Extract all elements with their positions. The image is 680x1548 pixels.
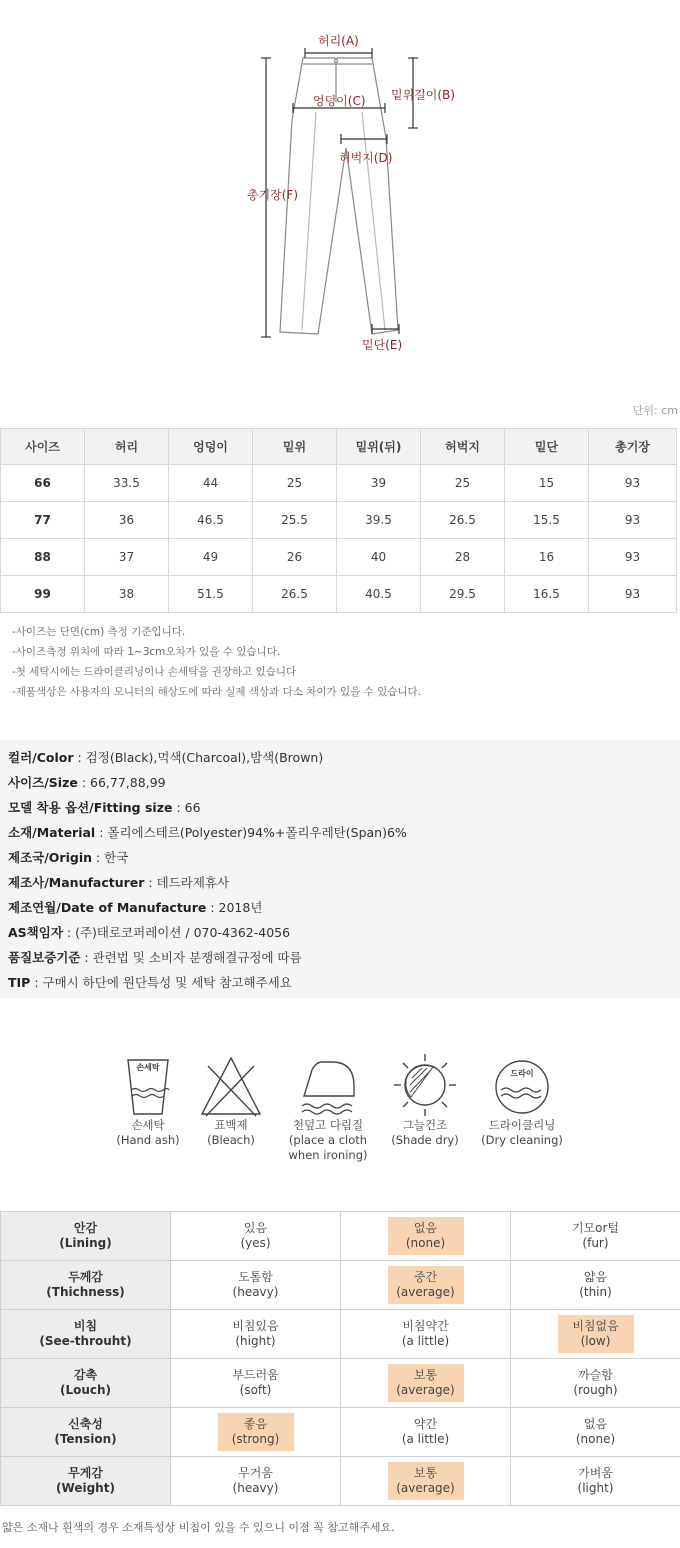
iron-with-cloth-icon: [296, 1056, 360, 1118]
spec-row: [8, 823, 407, 841]
size-cell: 36: [85, 502, 169, 539]
spec-row: [8, 948, 302, 966]
option-kr: 부드러움: [232, 1368, 279, 1382]
care-label-en-2: when ironing): [288, 1148, 368, 1162]
size-cell-label: 99: [1, 576, 85, 613]
spec-row: [8, 873, 229, 891]
option-en: (fur): [582, 1236, 609, 1250]
option-kr: 중간: [413, 1270, 438, 1284]
feature-option-cell: [341, 1457, 511, 1506]
total-length-label: 총기장(F): [247, 188, 299, 202]
feature-name-en: (See-throuht): [39, 1334, 132, 1348]
size-cell: 33.5: [85, 465, 169, 502]
size-cell: 39: [337, 465, 421, 502]
spec-row: [8, 773, 166, 791]
feature-option-cell: [341, 1310, 511, 1359]
option-kr: 가벼움: [578, 1466, 613, 1480]
feature-option-cell: [171, 1261, 341, 1310]
option-en: (a little): [401, 1334, 450, 1348]
size-cell: 93: [589, 502, 677, 539]
feature-name-kr: 감촉: [73, 1368, 98, 1382]
spec-label: AS책임자: [8, 925, 63, 940]
size-cell: 25: [253, 465, 337, 502]
spec-row: [8, 748, 323, 766]
hand-wash-icon: [120, 1056, 176, 1118]
feature-option-cell: [341, 1359, 511, 1408]
feature-option-cell: [171, 1408, 341, 1457]
size-cell: 44: [169, 465, 253, 502]
dry-cleaning-icon: [491, 1056, 553, 1118]
size-cell: 38: [85, 576, 169, 613]
feature-option-selected: [218, 1413, 294, 1451]
hip-label: 엉덩이(C): [313, 94, 366, 108]
size-row: [1, 576, 677, 613]
feature-name-en: (Thichness): [46, 1285, 125, 1299]
spec-row: [8, 848, 128, 866]
size-row: [1, 502, 677, 539]
option-en: (hight): [235, 1334, 276, 1348]
spec-label: 소재/Material: [8, 825, 96, 840]
spec-label: 품질보증기준: [8, 950, 81, 965]
feature-name-en: (Louch): [59, 1383, 112, 1397]
option-kr: 없음: [583, 1417, 608, 1431]
size-notes: [12, 622, 421, 702]
size-col-header: 밑위(뒤): [337, 429, 421, 465]
size-col-header: 사이즈: [1, 429, 85, 465]
shade-dry-icon: [392, 1052, 458, 1118]
option-en: (strong): [231, 1432, 280, 1446]
feature-row: [1, 1457, 680, 1506]
size-col-header: 허리: [85, 429, 169, 465]
feature-option-selected: [388, 1462, 464, 1500]
size-cell: 25.5: [253, 502, 337, 539]
option-en: (a little): [401, 1432, 450, 1446]
spec-label: 모델 착용 옵션/Fitting size: [8, 800, 173, 815]
care-item-iron: [282, 1056, 374, 1163]
care-label-en: (Hand ash): [116, 1133, 180, 1147]
care-label-en: (place a cloth: [288, 1133, 368, 1147]
option-en: (heavy): [232, 1285, 279, 1299]
fabric-feature-table: [0, 1211, 680, 1506]
option-en: (average): [396, 1285, 455, 1299]
spec-value: : 66: [172, 800, 201, 815]
feature-name-kr: 안감: [73, 1221, 98, 1235]
feature-option-cell: [341, 1261, 511, 1310]
spec-row: [8, 973, 292, 991]
care-label-en: (Shade dry): [391, 1133, 459, 1147]
feature-name-en: (Tension): [54, 1432, 117, 1446]
feature-option: [388, 1413, 464, 1451]
size-col-header: 밑단: [505, 429, 589, 465]
feature-option: [218, 1217, 294, 1255]
spec-value: : 구매시 하단에 원단특성 및 세탁 참고해주세요: [30, 975, 292, 990]
option-en: (average): [396, 1481, 455, 1495]
feature-name-kr: 신축성: [68, 1417, 103, 1431]
feature-option: [558, 1266, 634, 1304]
spec-value: : 2018년: [206, 900, 263, 915]
size-cell: 40.5: [337, 576, 421, 613]
spec-value: : 한국: [92, 850, 129, 865]
feature-name-kr: 비침: [73, 1319, 98, 1333]
option-kr: 좋음: [243, 1417, 268, 1431]
feature-option: [218, 1266, 294, 1304]
size-cell-label: 88: [1, 539, 85, 576]
feature-name: [1, 1261, 171, 1310]
feature-option-cell: [511, 1457, 680, 1506]
feature-option-cell: [341, 1212, 511, 1261]
option-kr: 기모or털: [571, 1221, 620, 1235]
size-cell: 93: [589, 465, 677, 502]
size-note: -제품색상은 사용자의 모니터의 해상도에 따라 실제 색상과 다소 차이가 있을 수 있습니다.: [12, 686, 421, 698]
size-col-header: 밑위: [253, 429, 337, 465]
option-kr: 얇음: [583, 1270, 608, 1284]
size-cell: 46.5: [169, 502, 253, 539]
feature-option: [558, 1364, 634, 1402]
feature-option-cell: [511, 1212, 680, 1261]
feature-option-cell: [171, 1310, 341, 1359]
feature-option: [218, 1315, 294, 1353]
spec-value: : 폴리에스테르(Polyester)94%+폴리우레탄(Span)6%: [95, 825, 407, 840]
spec-label: 제조국/Origin: [8, 850, 92, 865]
feature-option: [388, 1315, 464, 1353]
feature-row: [1, 1408, 680, 1457]
feature-option-cell: [511, 1408, 680, 1457]
feature-option-cell: [171, 1359, 341, 1408]
option-en: (rough): [573, 1383, 618, 1397]
care-item-no-bleach: [191, 1056, 271, 1148]
option-en: (average): [396, 1383, 455, 1397]
option-en: (none): [405, 1236, 446, 1250]
spec-label: 컬러/Color: [8, 750, 74, 765]
size-row: [1, 465, 677, 502]
feature-option-cell: [511, 1359, 680, 1408]
option-en: (light): [577, 1481, 614, 1495]
size-cell: 51.5: [169, 576, 253, 613]
pants-diagram-illustration: [0, 0, 680, 400]
care-item-dry-cleaning: [476, 1056, 568, 1148]
svg-text:드라이: 드라이: [510, 1069, 534, 1078]
option-kr: 약간: [413, 1417, 438, 1431]
care-label-kr: 드라이클리닝: [488, 1118, 556, 1132]
spec-row: [8, 898, 262, 916]
size-cell: 28: [421, 539, 505, 576]
option-en: (none): [575, 1432, 616, 1446]
product-spec-section: [0, 740, 680, 998]
size-col-header: 엉덩이: [169, 429, 253, 465]
care-label-kr: 그늘건조: [402, 1118, 448, 1132]
waist-label: 허리(A): [318, 34, 359, 48]
feature-option-selected: [388, 1266, 464, 1304]
size-col-header: 총기장: [589, 429, 677, 465]
option-kr: 도톰함: [238, 1270, 273, 1284]
size-note: -사이즈는 단면(cm) 측정 기준입니다.: [12, 626, 186, 638]
option-kr: 보통: [413, 1466, 438, 1480]
feature-name-kr: 무게감: [68, 1466, 103, 1480]
size-cell: 26.5: [253, 576, 337, 613]
option-en: (heavy): [232, 1481, 279, 1495]
rise-label: 밑위길이(B): [391, 88, 455, 102]
option-en: (yes): [240, 1236, 271, 1250]
size-cell: 29.5: [421, 576, 505, 613]
option-kr: 비침있음: [232, 1319, 279, 1333]
feature-row: [1, 1261, 680, 1310]
size-cell-label: 66: [1, 465, 85, 502]
spec-value: : 관련법 및 소비자 분쟁해결규정에 따름: [80, 950, 302, 965]
spec-label: 사이즈/Size: [8, 775, 78, 790]
size-cell: 16.5: [505, 576, 589, 613]
size-cell: 39.5: [337, 502, 421, 539]
feature-row: [1, 1212, 680, 1261]
feature-option-cell: [511, 1261, 680, 1310]
feature-option-cell: [171, 1457, 341, 1506]
option-en: (low): [580, 1334, 611, 1348]
feature-name-en: (Lining): [59, 1236, 112, 1250]
feature-option: [218, 1462, 294, 1500]
feature-option-selected: [388, 1364, 464, 1402]
feature-name: [1, 1457, 171, 1506]
size-cell: 37: [85, 539, 169, 576]
size-cell: 16: [505, 539, 589, 576]
feature-name-kr: 두께감: [68, 1270, 103, 1284]
feature-option: [558, 1413, 634, 1451]
option-kr: 있음: [243, 1221, 268, 1235]
option-kr: 보통: [413, 1368, 438, 1382]
feature-option-selected: [388, 1217, 464, 1255]
care-label-kr: 천덮고 다림질: [292, 1118, 364, 1132]
size-cell: 26.5: [421, 502, 505, 539]
option-kr: 비침약간: [402, 1319, 449, 1333]
no-bleach-icon: [200, 1056, 262, 1118]
feature-option-cell: [511, 1310, 680, 1359]
feature-option: [218, 1364, 294, 1402]
spec-value: : 검정(Black),먹색(Charcoal),밤색(Brown): [73, 750, 324, 765]
size-cell: 15: [505, 465, 589, 502]
care-item-hand-wash: [108, 1056, 188, 1148]
size-table: [0, 428, 677, 613]
option-kr: 까슬함: [578, 1368, 613, 1382]
feature-name: [1, 1408, 171, 1457]
size-note: -사이즈측정 위치에 따라 1~3cm오차가 있을 수 있습니다.: [12, 646, 281, 658]
spec-row: [8, 798, 201, 816]
thigh-label: 허벅지(D): [339, 151, 393, 165]
size-cell: 93: [589, 576, 677, 613]
feature-row: [1, 1359, 680, 1408]
option-en: (soft): [239, 1383, 272, 1397]
option-en: (thin): [579, 1285, 612, 1299]
hem-label: 밑단(E): [362, 338, 403, 352]
size-note: -첫 세탁시에는 드라이클리닝이나 손세탁을 권장하고 있습니다: [12, 666, 297, 678]
care-label-en: (Bleach): [207, 1133, 255, 1147]
size-table-header: [1, 429, 677, 465]
spec-value: : 66,77,88,99: [77, 775, 166, 790]
spec-label: 제조사/Manufacturer: [8, 875, 145, 890]
feature-name-en: (Weight): [56, 1481, 115, 1495]
feature-option: [558, 1217, 634, 1255]
svg-text:손세탁: 손세탁: [136, 1063, 160, 1072]
feature-option-cell: [171, 1212, 341, 1261]
care-item-shade-dry: [384, 1052, 466, 1148]
spec-row: [8, 923, 290, 941]
size-cell: 40: [337, 539, 421, 576]
spec-label: TIP: [8, 975, 31, 990]
feature-option: [558, 1462, 634, 1500]
spec-label: 제조연월/Date of Manufacture: [8, 900, 207, 915]
care-label-kr: 손세탁: [131, 1118, 165, 1132]
option-kr: 없음: [413, 1221, 438, 1235]
size-row: [1, 539, 677, 576]
size-col-header: 허벅지: [421, 429, 505, 465]
feature-option-selected: [558, 1315, 634, 1353]
spec-value: : (주)태로코퍼레이션 / 070-4362-4056: [62, 925, 291, 940]
feature-name: [1, 1212, 171, 1261]
spec-value: : 데드라제휴사: [144, 875, 230, 890]
unit-label: 단위: cm: [632, 404, 678, 417]
care-label-en: (Dry cleaning): [481, 1133, 563, 1147]
size-cell: 26: [253, 539, 337, 576]
feature-name: [1, 1359, 171, 1408]
feature-option-cell: [341, 1408, 511, 1457]
feature-row: [1, 1310, 680, 1359]
feature-name: [1, 1310, 171, 1359]
option-kr: 무거움: [238, 1466, 273, 1480]
size-cell: 15.5: [505, 502, 589, 539]
size-cell-label: 77: [1, 502, 85, 539]
option-kr: 비침없음: [572, 1319, 619, 1333]
size-cell: 93: [589, 539, 677, 576]
see-through-footnote: 얇은 소재나 흰색의 경우 소재특성상 비침이 있을 수 있으니 이점 꼭 참고해주세요.: [2, 1521, 395, 1534]
size-table-body: [1, 465, 677, 613]
size-cell: 25: [421, 465, 505, 502]
care-label-kr: 표백제: [214, 1118, 248, 1132]
size-cell: 49: [169, 539, 253, 576]
